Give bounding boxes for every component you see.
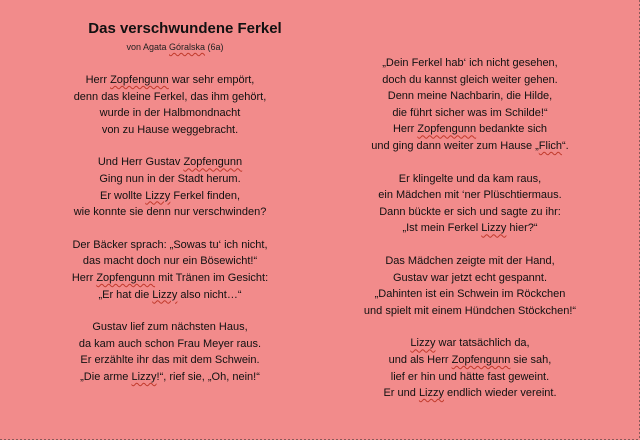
poem-line: „Er hat die Lizzy also nicht…“ — [98, 288, 242, 301]
poem-line: „Die arme Lizzy!“, rief sie, „Oh, nein!“ — [80, 370, 260, 383]
spellcheck-word: Zopfengunn — [96, 271, 156, 284]
poem-line: „Ist mein Ferkel Lizzy hier?“ — [402, 222, 538, 235]
poem-line: Lizzy war tatsächlich da, — [410, 337, 530, 350]
spellcheck-word: Lizzy — [152, 288, 178, 301]
poem-line: „Dahinten ist ein Schwein im Röckchen — [374, 288, 566, 301]
poem-title: Das verschwundene Ferkel — [88, 20, 282, 37]
right-column — [330, 55, 610, 418]
poem-line: das macht doch nur ein Bösewicht!“ — [82, 255, 258, 268]
poem-line: wurde in der Halbmondnacht — [99, 107, 241, 120]
spellcheck-word: Lizzy — [145, 189, 171, 202]
stanza-right-3 — [330, 253, 610, 319]
poem-line: Dann bückte er sich und sagte zu ihr: — [379, 205, 561, 218]
poem-line: Herr Zopfengunn mit Tränen im Gesicht: — [71, 271, 269, 284]
poem-line: lief er hin und hätte fast geweint. — [390, 370, 550, 383]
spellcheck-word: Lizzy — [131, 370, 157, 383]
spellcheck-word: Lizzy — [481, 222, 507, 235]
poem-line: Denn meine Nachbarin, die Hilde, — [387, 90, 553, 103]
stanza-right-1 — [330, 55, 610, 155]
poem-line: und als Herr Zopfengunn sie sah, — [388, 353, 552, 366]
stanza-left-1 — [40, 72, 300, 138]
stanza-left-2 — [40, 154, 300, 220]
poem-line: Herr Zopfengunn bedankte sich — [392, 123, 548, 136]
poem-author: von Agata Góralska (6a) — [126, 42, 224, 52]
poem-line: Herr Zopfengunn war sehr empört, — [85, 74, 255, 86]
poem-line: Der Bäcker sprach: „Sowas tu‘ ich nicht, — [72, 238, 268, 251]
stanza-left-3 — [40, 237, 300, 303]
poem-line: denn das kleine Ferkel, das ihm gehört, — [73, 90, 267, 103]
poem-line: Gustav war jetzt echt gespannt. — [392, 271, 548, 284]
poem-line: da kam auch schon Frau Meyer raus. — [78, 337, 262, 350]
author-name: Góralska — [169, 42, 206, 52]
poem-line: Das Mädchen zeigte mit der Hand, — [385, 254, 555, 267]
spellcheck-word: Zopfengunn — [110, 74, 169, 86]
spellcheck-word: Lizzy — [418, 387, 444, 400]
poem-line: Er wollte Lizzy Ferkel finden, — [99, 189, 240, 202]
poem-line: ein Mädchen mit ‘ner Plüschtiermaus. — [378, 189, 562, 202]
poem-line: von zu Hause weggebracht. — [101, 123, 239, 136]
left-column — [40, 72, 300, 402]
poem-line: Er erzählte ihr das mit dem Schwein. — [80, 354, 260, 367]
poem-line: „Dein Ferkel hab‘ ich nicht gesehen, — [382, 57, 558, 69]
stanza-right-4 — [330, 335, 610, 401]
poem-line: Und Herr Gustav Zopfengunn — [97, 156, 243, 169]
poem-line: Er klingelte und da kam raus, — [398, 172, 542, 185]
poem-line: Er und Lizzy endlich wieder vereint. — [383, 387, 557, 400]
poem-line: doch du kannst gleich weiter gehen. — [382, 73, 558, 86]
stanza-left-4 — [40, 319, 300, 385]
poem-line: Ging nun in der Stadt herum. — [99, 172, 241, 185]
poem-line: wie konnte sie denn nur verschwinden? — [73, 206, 267, 219]
poem-line: und ging dann weiter zum Hause „Flich“. — [371, 139, 569, 152]
spellcheck-word: Zopfengunn — [183, 156, 243, 169]
poem-line: Gustav lief zum nächsten Haus, — [92, 321, 248, 334]
spellcheck-word: Zopfengunn — [451, 353, 511, 366]
spellcheck-word: Flich — [538, 139, 563, 152]
spellcheck-word: Lizzy — [410, 337, 436, 350]
spellcheck-word: Zopfengunn — [417, 123, 477, 136]
stanza-right-2 — [330, 171, 610, 237]
poem-line: und spielt mit einem Hündchen Stöckchen!“ — [363, 304, 577, 317]
poem-line: die führt sicher was im Schilde!“ — [392, 106, 548, 119]
